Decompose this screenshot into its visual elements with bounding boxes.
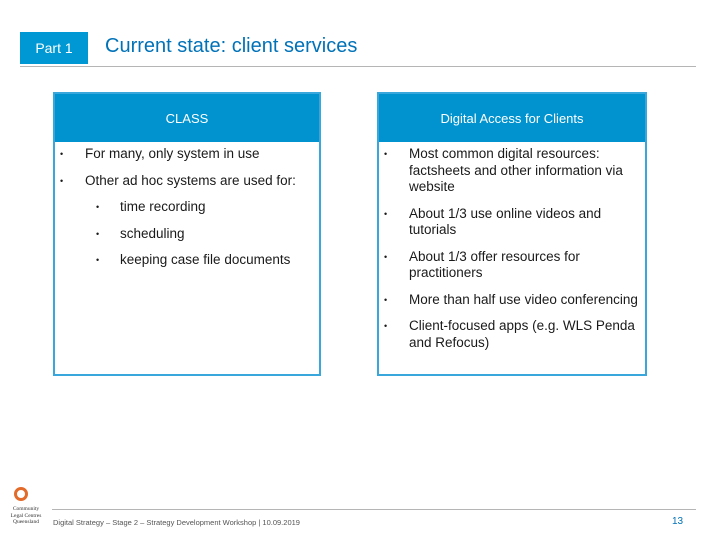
bullet-glyph: • xyxy=(384,294,388,305)
footer-caption: Digital Strategy – Stage 2 – Strategy Development Workshop | 10.09.2019 xyxy=(53,518,300,527)
list-item-text: About 1/3 offer resources for practitioners xyxy=(409,248,580,280)
list-item-text: Other ad hoc systems are used for: xyxy=(85,172,296,188)
page-number: 13 xyxy=(672,516,684,527)
bullet-glyph: • xyxy=(384,208,388,219)
list-item xyxy=(382,292,644,309)
footer-divider xyxy=(52,509,696,510)
list-item xyxy=(382,146,644,196)
slide-title: Current state: client services xyxy=(105,35,358,57)
list-item-text: For many, only system in use xyxy=(85,146,260,161)
class-column-heading: CLASS xyxy=(165,110,209,126)
bullet-glyph: • xyxy=(96,228,100,239)
organisation-logo-text xyxy=(4,506,48,526)
sub-list-item-text: scheduling xyxy=(120,225,185,241)
list-item xyxy=(58,173,318,269)
class-column-header xyxy=(55,94,319,142)
bullet-glyph: • xyxy=(96,202,100,212)
logo-line: Community xyxy=(12,506,40,512)
bullet-glyph: • xyxy=(384,149,388,159)
list-item xyxy=(382,206,644,239)
sub-list-item-text: time recording xyxy=(120,199,206,214)
logo-line: Queensland xyxy=(13,519,39,525)
bullet-glyph: • xyxy=(60,175,64,186)
list-item-text: More than half use video conferencing xyxy=(409,291,638,307)
bullet-glyph: • xyxy=(60,149,64,159)
list-item-text: Most common digital resources: factsheets and other information via website xyxy=(409,146,623,194)
list-item-text: About 1/3 use online videos and tutorials xyxy=(409,205,602,237)
logo-line: Legal Centres xyxy=(10,512,42,519)
list-item xyxy=(58,146,318,163)
bullet-glyph: • xyxy=(384,321,388,331)
sub-bullet-list xyxy=(85,199,318,269)
list-item xyxy=(382,249,644,282)
digital-access-column-header xyxy=(379,94,645,142)
class-bullet-list xyxy=(58,146,318,279)
organisation-logo-icon xyxy=(14,487,28,501)
digital-access-column-heading: Digital Access for Clients xyxy=(440,110,584,126)
part-label-text: Part 1 xyxy=(35,40,73,56)
bullet-glyph: • xyxy=(96,255,100,265)
part-label xyxy=(20,32,88,64)
sub-list-item-text: keeping case file documents xyxy=(120,252,291,267)
sub-list-item xyxy=(58,226,318,243)
title-divider xyxy=(20,66,696,67)
list-item xyxy=(382,318,644,351)
digital-access-bullet-list xyxy=(382,146,644,361)
sub-list-item xyxy=(58,252,318,269)
sub-list-item xyxy=(58,199,318,216)
list-item-text: Client-focused apps (e.g. WLS Penda and Refocus) xyxy=(409,318,635,350)
bullet-glyph: • xyxy=(384,251,388,262)
